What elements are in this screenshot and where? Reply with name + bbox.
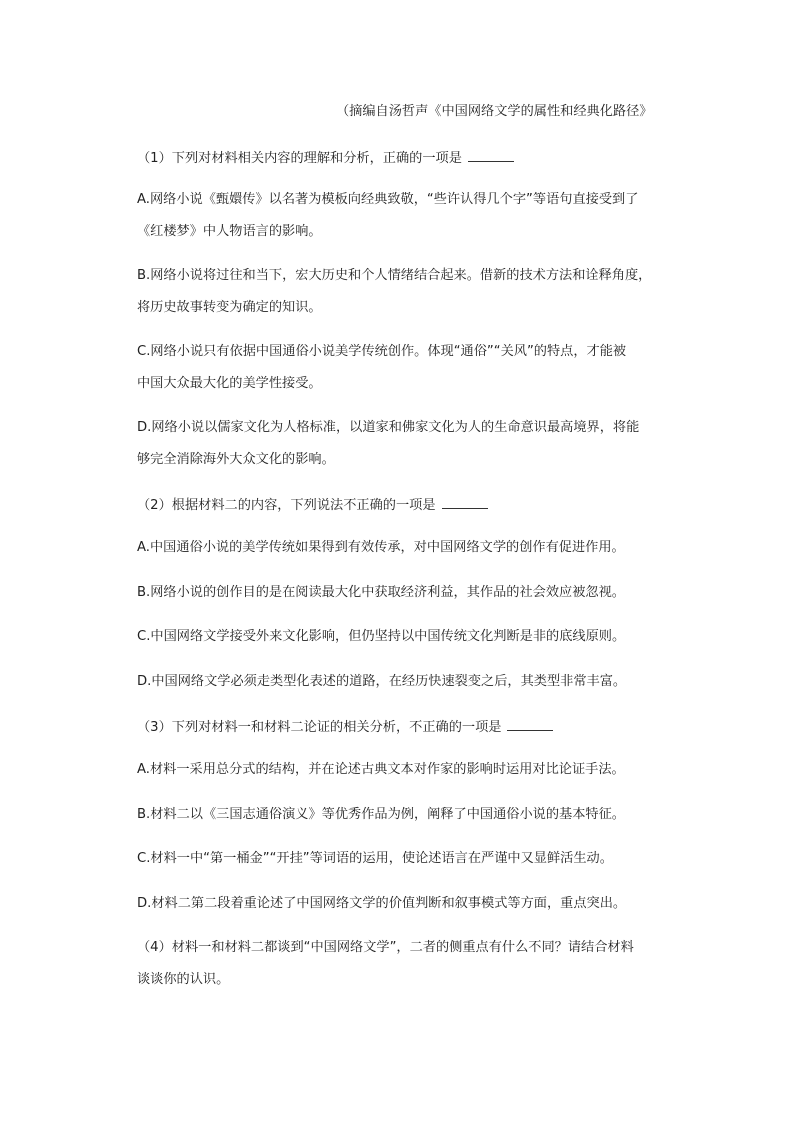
q1-option-c-line1: C.网络小说只有依据中国通俗小说美学传统创作。体现“通俗”“关风”的特点，才能被 xyxy=(137,344,627,359)
question-4-stem-continued: 谈谈你的认识。 xyxy=(137,972,230,987)
q2-option-d: D.中国网络文学必须走类型化表述的道路，在经历快速裂变之后，其类型非常丰富。 xyxy=(137,674,627,689)
q3-option-c: C.材料一中“第一桶金”“开挂”等词语的运用，使论述语言在严谨中又显鲜活生动。 xyxy=(137,851,613,866)
question-2-stem xyxy=(137,494,677,516)
q1-option-a-line1: A.网络小说《甄嬛传》以名著为模板向经典致敬，“些许认得几个字”等语句直接受到了 xyxy=(137,192,639,207)
question-1-stem xyxy=(137,147,677,169)
q1-option-d-line1: D.网络小说以儒家文化为人格标准，以道家和佛家文化为人的生命意识最高境界，将能 xyxy=(137,420,640,435)
answer-blank xyxy=(468,147,514,162)
q2-option-c: C.中国网络文学接受外来文化影响，但仍坚持以中国传统文化判断是非的底线原则。 xyxy=(137,629,626,644)
q1-option-d-line2: 够完全消除海外大众文化的影响。 xyxy=(137,452,335,467)
question-1-text: （1）下列对材料相关内容的理解和分析，正确的一项是 xyxy=(137,151,462,166)
q1-option-b-line1: B.网络小说将过往和当下，宏大历史和个人情绪结合起来。借新的技术方法和诠释角度， xyxy=(137,268,652,283)
q1-option-a-line2: 《红楼梦》中人物语言的影响。 xyxy=(137,224,322,239)
q1-option-b-line2: 将历史故事转变为确定的知识。 xyxy=(137,300,322,315)
q3-option-a: A.材料一采用总分式的结构，并在论述古典文本对作家的影响时运用对比论证手法。 xyxy=(137,762,625,777)
question-3-stem xyxy=(137,716,677,738)
question-2-text: （2）根据材料二的内容，下列说法不正确的一项是 xyxy=(137,498,436,513)
q3-option-d: D.材料二第二段着重论述了中国网络文学的价值判断和叙事模式等方面，重点突出。 xyxy=(137,896,627,911)
question-3-text: （3）下列对材料一和材料二论证的相关分析，不正确的一项是 xyxy=(137,720,502,735)
q3-option-b: B.材料二以《三国志通俗演义》等优秀作品为例，阐释了中国通俗小说的基本特征。 xyxy=(137,807,625,822)
source-citation: （摘编自汤哲声《中国网络文学的属性和经典化路径》 xyxy=(336,104,653,119)
answer-blank xyxy=(507,716,553,731)
q2-option-a: A.中国通俗小说的美学传统如果得到有效传承，对中国网络文学的创作有促进作用。 xyxy=(137,540,625,555)
q2-option-b: B.网络小说的创作目的是在阅读最大化中获取经济利益，其作品的社会效应被忽视。 xyxy=(137,585,625,600)
answer-blank xyxy=(442,494,488,509)
q1-option-c-line2: 中国大众最大化的美学性接受。 xyxy=(137,376,322,391)
question-4-stem: （4）材料一和材料二都谈到“中国网络文学”，二者的侧重点有什么不同？请结合材料 xyxy=(137,940,634,955)
